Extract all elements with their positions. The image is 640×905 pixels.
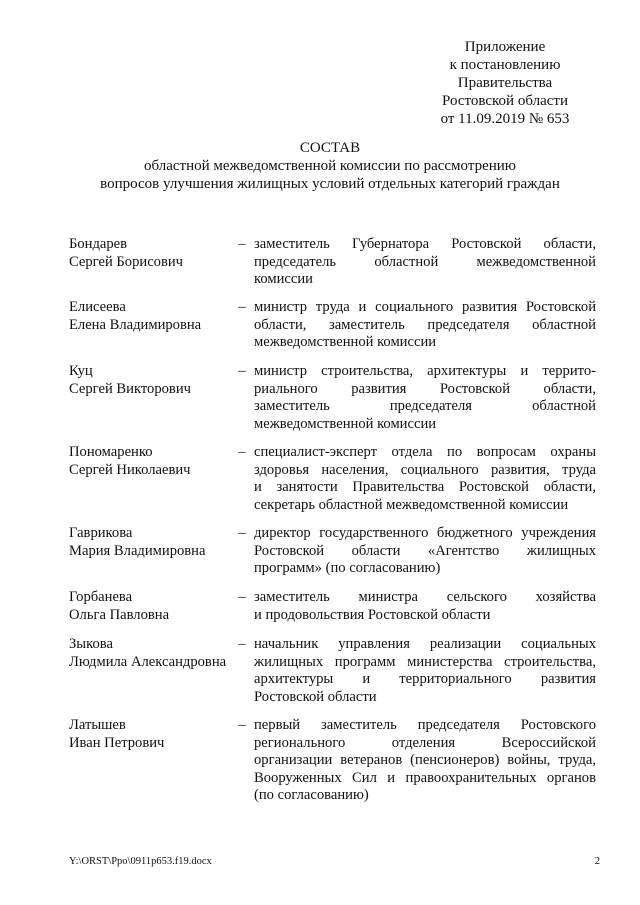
member-role [254, 444, 596, 514]
member-name [69, 236, 234, 271]
member-role [254, 299, 596, 352]
member-role [254, 717, 596, 805]
role-line: министр строительства, архитектуры и террито- [254, 363, 596, 379]
role-line: Ростовской области [254, 688, 377, 705]
member-surname: Зыкова [69, 636, 113, 652]
member-dash: – [238, 236, 246, 252]
role-line: межведомственной комиссии [254, 334, 437, 350]
role-line: комиссии [254, 271, 313, 287]
role-line: регионального отделения Всероссийской [254, 734, 596, 751]
role-line: директор государственного бюджетного учреждения [254, 525, 596, 541]
member-dash: – [238, 363, 246, 379]
member-given-name: Ольга Павловна [69, 606, 170, 623]
member-role [254, 363, 596, 433]
member-surname: Куц [69, 363, 93, 379]
member-surname: Пономаренко [69, 444, 153, 460]
role-line: министр труда и социального развития Ростовской [254, 299, 596, 315]
member-name [69, 363, 234, 398]
member-name [69, 589, 234, 624]
role-line: первый заместитель председателя Ростовского [254, 717, 596, 733]
member-dash: – [238, 299, 246, 315]
heading-line: вопросов улучшения жилищных условий отдельных категорий граждан [100, 176, 560, 192]
member-given-name: Людмила Александровна [69, 653, 227, 670]
role-line: риального развития Ростовской области, [254, 380, 596, 397]
role-line: председатель областной межведомственной [254, 253, 596, 270]
appendix-line: к постановлению [449, 57, 561, 73]
document-heading [60, 139, 600, 193]
member-role [254, 636, 596, 706]
role-line: Ростовской области «Агентство жилищных [254, 542, 596, 559]
member-name [69, 525, 234, 560]
role-line: начальник управления реализации социальных [254, 636, 596, 652]
appendix-line: Правительства [457, 75, 553, 91]
role-line: здоровья населения, социального развития, труда [254, 461, 596, 478]
member-given-name: Иван Петрович [69, 734, 165, 751]
member-given-name: Сергей Николаевич [69, 461, 191, 478]
role-line: заместитель Губернатора Ростовской области, [254, 236, 596, 252]
role-line: архитектуры и территориального развития [254, 671, 596, 687]
appendix-block [410, 38, 600, 128]
member-dash: – [238, 444, 246, 460]
member-name [69, 444, 234, 479]
role-line: заместитель председателя областной [254, 398, 596, 414]
member-name [69, 636, 234, 671]
role-line: (по согласованию) [254, 787, 369, 803]
member-surname: Елисеева [69, 299, 126, 315]
member-dash: – [238, 589, 246, 605]
member-role [254, 589, 596, 624]
role-line: Вооруженных Сил и правоохранительных органов [254, 769, 596, 786]
member-dash: – [238, 717, 246, 733]
heading-line: областной межведомственной комиссии по рассмотрению [143, 158, 516, 174]
member-dash: – [238, 525, 246, 541]
heading-title: СОСТАВ [299, 140, 361, 156]
role-line: заместитель министра сельского хозяйства [254, 589, 596, 605]
member-surname: Гаврикова [69, 525, 133, 541]
member-given-name: Мария Владимировна [69, 542, 206, 559]
appendix-line: от 11.09.2019 № 653 [440, 111, 570, 127]
role-line: и продовольствия Ростовской области [254, 606, 491, 623]
member-given-name: Елена Владимировна [69, 316, 202, 333]
member-given-name: Сергей Борисович [69, 253, 184, 270]
member-name [69, 717, 234, 752]
role-line: специалист-эксперт отдела по вопросам охраны [254, 444, 596, 460]
role-line: секретарь областной межведомственной комиссии [254, 496, 569, 513]
member-dash: – [238, 636, 246, 652]
role-line: межведомственной комиссии [254, 415, 437, 432]
footer-file-path: Y:\ORST\Ppo\0911p653.f19.docx [69, 856, 212, 867]
member-name [69, 299, 234, 334]
member-role [254, 525, 596, 578]
member-role [254, 236, 596, 289]
role-line: жилищных программ министерства строительства, [254, 653, 596, 670]
member-given-name: Сергей Викторович [69, 380, 191, 397]
role-line: организации ветеранов (пенсионеров) войны, труда, [254, 752, 596, 768]
appendix-line: Ростовской области [442, 93, 568, 109]
role-line: области, заместитель председателя областной [254, 316, 596, 333]
role-line: и занятости Правительства Ростовской области, [254, 479, 596, 495]
role-line: программ» (по согласованию) [254, 560, 441, 576]
appendix-line: Приложение [464, 39, 546, 55]
member-surname: Горбанева [69, 589, 133, 605]
member-surname: Латышев [69, 717, 126, 733]
page-number: 2 [594, 856, 600, 867]
member-surname: Бондарев [69, 236, 128, 252]
